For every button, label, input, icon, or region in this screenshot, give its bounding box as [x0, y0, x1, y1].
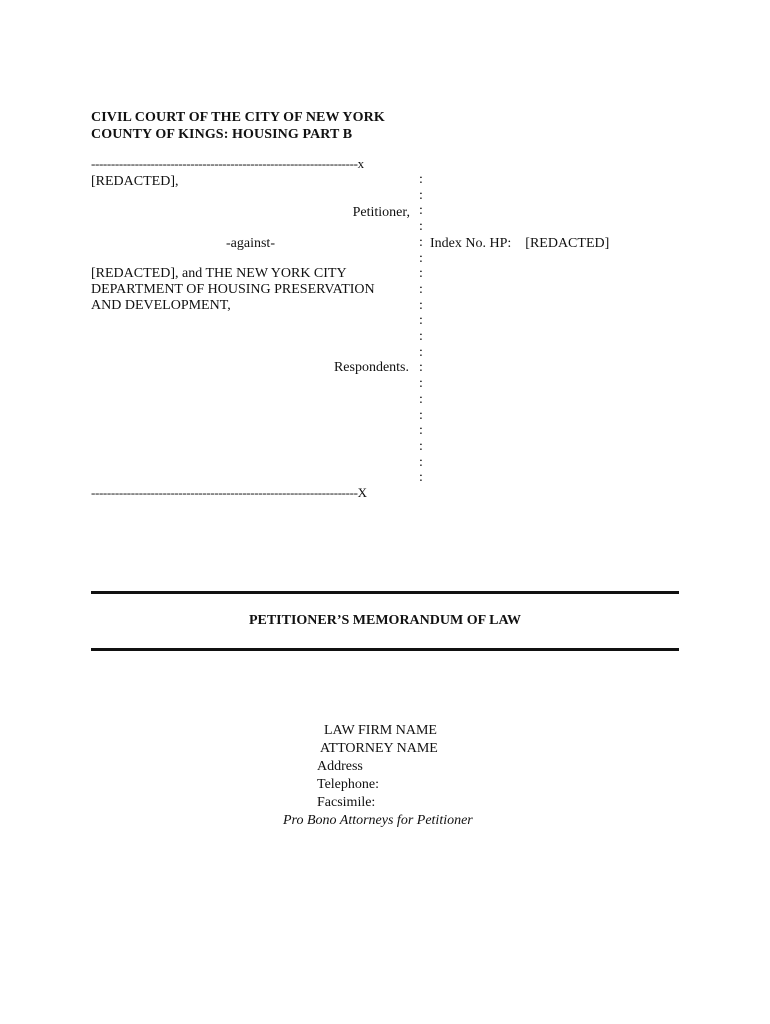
document-title: PETITIONER’S MEMORANDUM OF LAW [248, 613, 522, 628]
caption-colon: : [419, 470, 423, 486]
title-rule-bottom [91, 648, 679, 651]
petitioner-role: Petitioner, [352, 205, 410, 220]
caption-colon: : [419, 219, 423, 235]
caption-colon: : [419, 187, 423, 203]
firm-facsimile: Facsimile: [317, 795, 376, 810]
caption-colon: : [419, 391, 423, 407]
respondents-line-2: DEPARTMENT OF HOUSING PRESERVATION [91, 282, 375, 297]
caption-colon: : [419, 266, 423, 282]
caption-colon: : [419, 234, 423, 250]
law-firm-name: LAW FIRM NAME [324, 723, 437, 738]
attorney-role: Pro Bono Attorneys for Petitioner [283, 813, 473, 828]
court-name: CIVIL COURT OF THE CITY OF NEW YORK [91, 110, 385, 125]
attorney-name: ATTORNEY NAME [320, 741, 438, 756]
index-number-label: Index No. HP: [430, 236, 512, 251]
firm-address: Address [317, 759, 363, 774]
court-heading [91, 109, 385, 143]
caption-colon: : [419, 313, 423, 329]
petitioner-name: [REDACTED], [91, 174, 179, 189]
caption-colon: : [419, 454, 423, 470]
respondents-names [91, 266, 375, 314]
caption-colon: : [419, 423, 423, 439]
index-number-value: [REDACTED] [525, 236, 610, 251]
caption-colon: : [419, 344, 423, 360]
respondents-role: Respondents. [333, 360, 409, 375]
caption-colon: : [419, 438, 423, 454]
caption-colon: : [419, 250, 423, 266]
caption-colon-column [417, 172, 425, 486]
caption-colon: : [419, 329, 423, 345]
firm-telephone: Telephone: [317, 777, 379, 792]
against-label: -against- [226, 236, 275, 251]
caption-bottom-border: -------------------------------------------------------------------X [91, 485, 367, 500]
caption-colon: : [419, 297, 423, 313]
title-rule-top [91, 591, 679, 594]
respondents-line-3: AND DEVELOPMENT, [91, 298, 231, 313]
caption-colon: : [419, 376, 423, 392]
caption-colon: : [419, 360, 423, 376]
caption-top-border: -------------------------------------------------------------------x [91, 156, 364, 171]
caption-colon: : [419, 407, 423, 423]
caption-colon: : [419, 203, 423, 219]
court-county-part: COUNTY OF KINGS: HOUSING PART B [91, 127, 353, 142]
caption-colon: : [419, 281, 423, 297]
index-number-block [430, 236, 609, 252]
caption-colon: : [419, 172, 423, 187]
respondents-line-1: [REDACTED], and THE NEW YORK CITY [91, 266, 347, 281]
